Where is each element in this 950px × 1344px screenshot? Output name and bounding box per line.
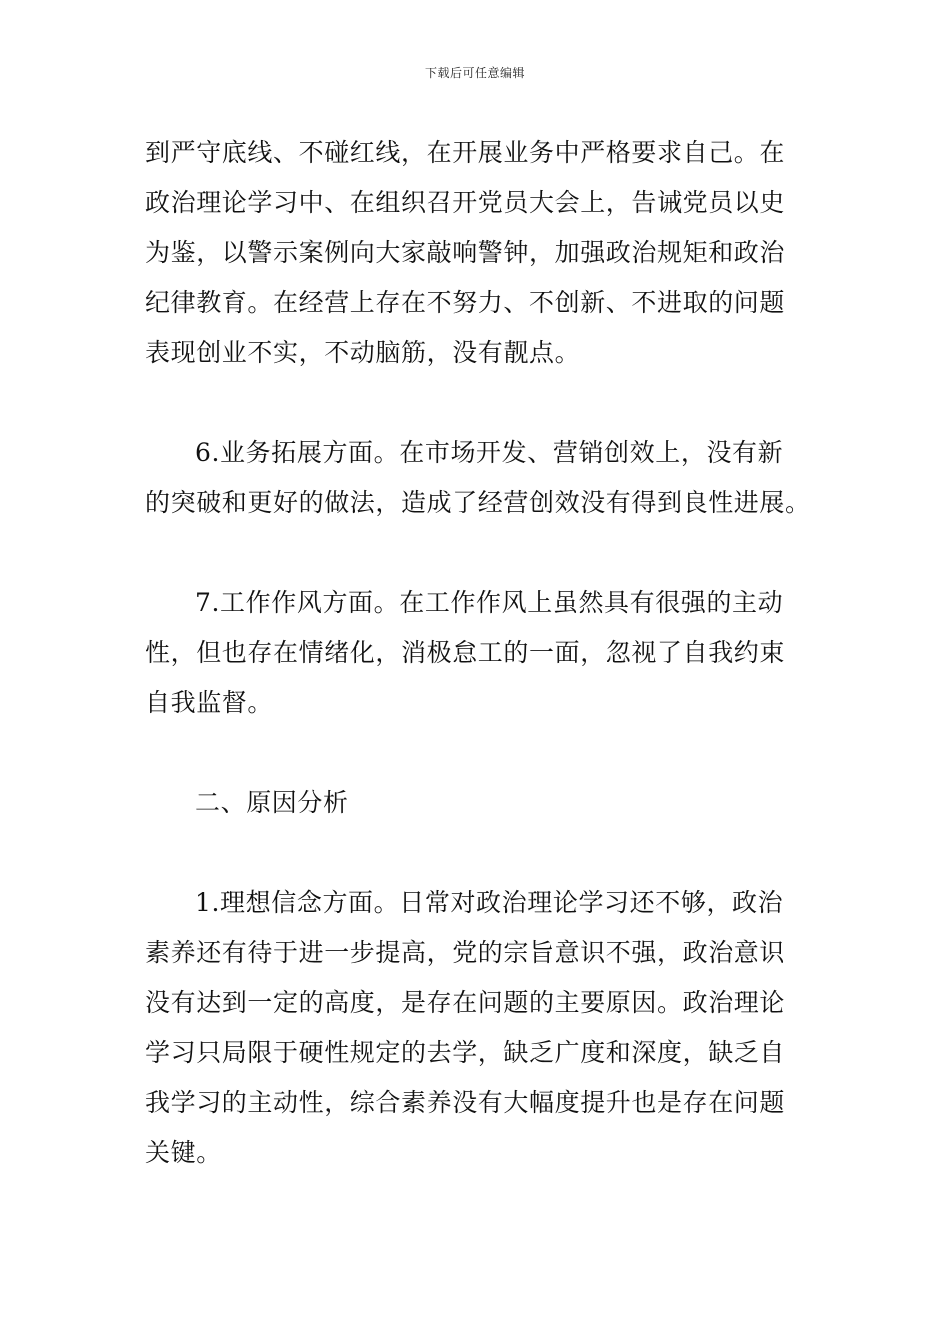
text-line: 1.理想信念方面。日常对政治理论学习还不够，政治	[195, 888, 784, 917]
text-line: 表现创业不实，不动脑筋，没有靓点。	[145, 338, 581, 367]
text-line: 性，但也存在情绪化，消极怠工的一面，忽视了自我约束	[145, 638, 786, 667]
page-header: 下载后可任意编辑	[424, 66, 525, 80]
paragraph-gap	[145, 378, 810, 428]
text-line: 没有达到一定的高度，是存在问题的主要原因。政治理论	[145, 988, 786, 1017]
text-line: 素养还有待于进一步提高，党的宗旨意识不强，政治意识	[145, 938, 786, 967]
paragraph-gap	[145, 728, 810, 778]
text-line: 到严守底线、不碰红线，在开展业务中严格要求自己。在	[145, 138, 786, 167]
paragraph-gap	[145, 528, 810, 578]
text-line: 纪律教育。在经营上存在不努力、不创新、不进取的问题	[145, 288, 786, 317]
text-line: 关键。	[145, 1138, 222, 1167]
paragraph	[145, 878, 810, 1178]
text-line: 为鉴，以警示案例向大家敲响警钟，加强政治规矩和政治	[145, 238, 786, 267]
text-line: 政治理论学习中、在组织召开党员大会上，告诫党员以史	[145, 188, 786, 217]
text-line: 学习只局限于硬性规定的去学，缺乏广度和深度，缺乏自	[145, 1038, 786, 1067]
text-line: 自我监督。	[145, 688, 274, 717]
text-line: 的突破和更好的做法，造成了经营创效没有得到良性进展。	[145, 488, 811, 517]
paragraph	[145, 578, 810, 728]
heading-line: 二、原因分析	[195, 788, 349, 817]
section-heading	[145, 778, 810, 828]
paragraph	[145, 128, 810, 378]
text-line: 我学习的主动性，综合素养没有大幅度提升也是存在问题	[145, 1088, 786, 1117]
document-body	[145, 128, 810, 1178]
paragraph-gap	[145, 828, 810, 878]
text-line: 7.工作作风方面。在工作作风上虽然具有很强的主动	[195, 588, 784, 617]
paragraph	[145, 428, 810, 528]
text-line: 6.业务拓展方面。在市场开发、营销创效上，没有新	[195, 438, 784, 467]
